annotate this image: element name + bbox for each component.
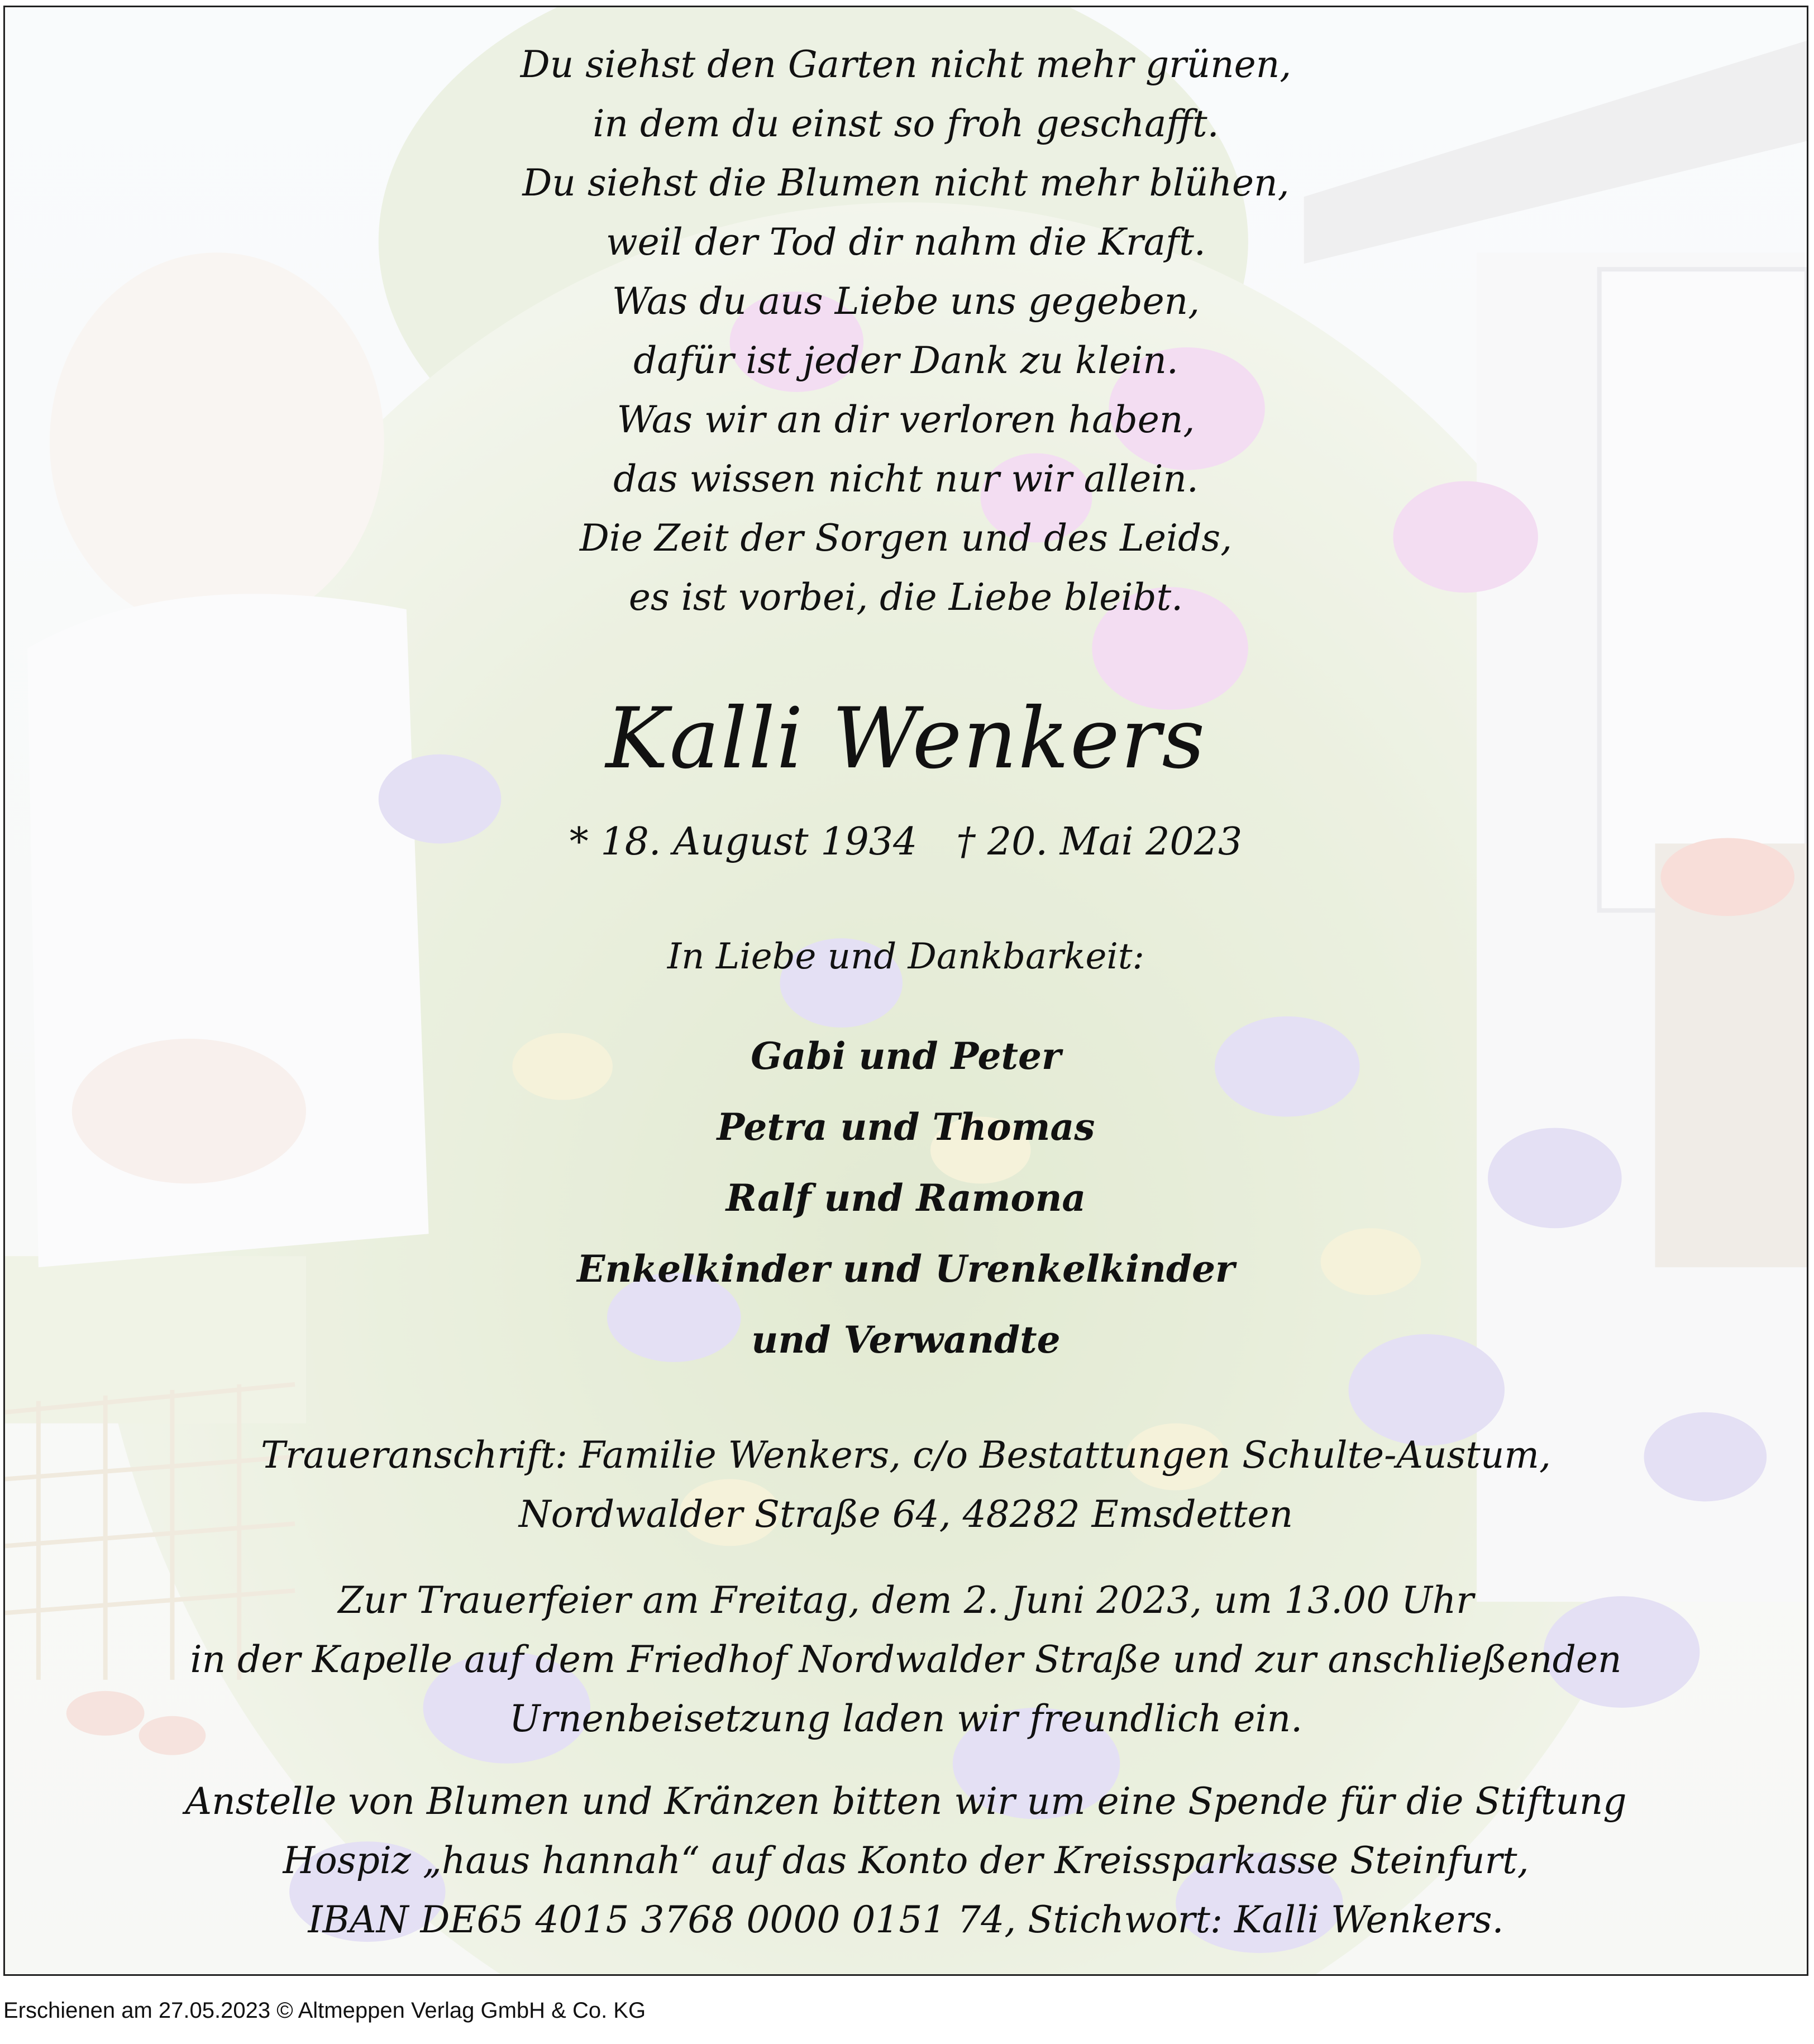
- mourner-line: Petra und Thomas: [717, 1105, 1095, 1149]
- mourners-intro: In Liebe und Dankbarkeit:: [667, 936, 1145, 977]
- ceremony-line: Zur Trauerfeier am Freitag, dem 2. Juni 2023, um 13.00 Uhr: [338, 1579, 1474, 1622]
- poem-line: Was wir an dir verloren haben,: [617, 398, 1195, 441]
- poem-line: weil der Tod dir nahm die Kraft.: [606, 221, 1206, 264]
- mourner-line: Gabi und Peter: [751, 1034, 1061, 1078]
- donation-request: [5, 1772, 1807, 1950]
- deceased-name: Kalli Wenkers: [605, 690, 1206, 787]
- address-line: Nordwalder Straße 64, 48282 Emsdetten: [518, 1493, 1293, 1536]
- life-dates: [5, 817, 1807, 867]
- mourners-list: [5, 1021, 1807, 1376]
- memorial-poem: [5, 35, 1807, 627]
- poem-line: Du siehst den Garten nicht mehr grünen,: [520, 43, 1292, 86]
- poem-line: es ist vorbei, die Liebe bleibt.: [628, 576, 1183, 619]
- ceremony-line: Urnenbeisetzung laden wir freundlich ein.: [509, 1697, 1303, 1740]
- poem-line: in dem du einst so froh geschafft.: [593, 102, 1219, 145]
- mourner-line: Enkelkinder und Urenkelkinder: [577, 1247, 1235, 1291]
- poem-line: dafür ist jeder Dank zu klein.: [633, 339, 1178, 382]
- donation-line: IBAN DE65 4015 3768 0000 0151 74, Stichwort: Kalli Wenkers.: [308, 1898, 1504, 1941]
- poem-line: Was du aus Liebe uns gegeben,: [612, 280, 1200, 323]
- mourning-address: [5, 1426, 1807, 1544]
- publication-footer: Erschienen am 27.05.2023 © Altmeppen Verlag GmbH & Co. KG: [3, 1998, 646, 2023]
- donation-line: Anstelle von Blumen und Kränzen bitten wir um eine Spende für die Stiftung: [185, 1780, 1627, 1823]
- poem-line: das wissen nicht nur wir allein.: [613, 457, 1199, 500]
- donation-line: Hospiz „haus hannah“ auf das Konto der Kreissparkasse Steinfurt,: [283, 1839, 1529, 1882]
- funeral-invitation: [5, 1571, 1807, 1749]
- obituary-notice: [3, 6, 1808, 1976]
- death-date: † 20. Mai 2023: [956, 820, 1243, 864]
- ceremony-line: in der Kapelle auf dem Friedhof Nordwalder Straße und zur anschließenden: [190, 1638, 1622, 1681]
- mourner-line: und Verwandte: [751, 1318, 1061, 1362]
- poem-line: Die Zeit der Sorgen und des Leids,: [579, 517, 1233, 560]
- address-line: Traueranschrift: Familie Wenkers, c/o Bestattungen Schulte-Austum,: [261, 1434, 1551, 1477]
- birth-date: * 18. August 1934: [569, 820, 918, 864]
- mourner-line: Ralf und Ramona: [725, 1176, 1086, 1220]
- poem-line: Du siehst die Blumen nicht mehr blühen,: [522, 161, 1290, 204]
